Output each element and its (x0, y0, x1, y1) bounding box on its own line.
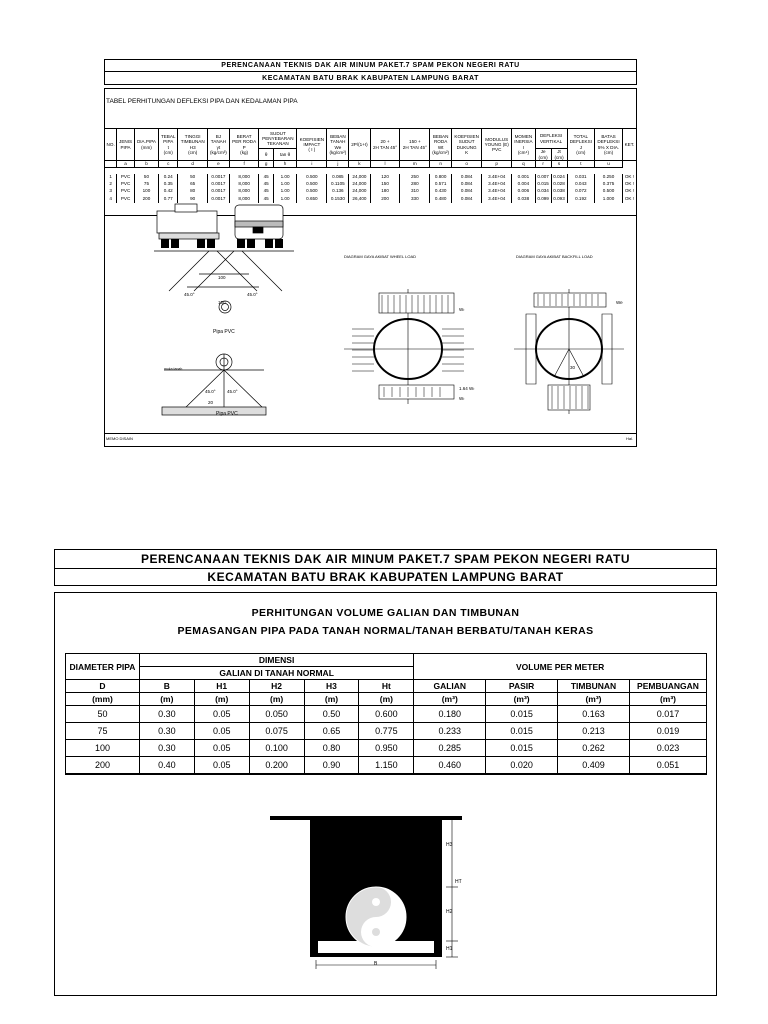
th-tinggi: TINGGI TIMBUNAN H3 (cm) (178, 129, 208, 161)
table-row: 75 0.30 0.05 0.075 0.65 0.775 0.233 0.015 0.213 0.019 (66, 723, 707, 740)
label-wt-bottom: Wₜ (459, 396, 465, 401)
col-h3: H3 (304, 680, 359, 693)
th-tan: tan θ (273, 149, 296, 161)
table-row: 1 PVC 50 0.24 50 0.0017 8,000 45 1.00 0.500 0.085 24,000 120 250 0.800 0.084 3.4E+04 0.001 0.007 0.024 0.031 0.250 OK ! (105, 174, 637, 181)
trench-cross-section (266, 811, 466, 971)
label-pipa-pvc-1: Pipa PVC (213, 329, 235, 335)
label-h1: H1 (446, 946, 453, 952)
letter: d (178, 161, 208, 168)
unit: (m) (249, 693, 304, 706)
unit: (m) (194, 693, 249, 706)
letter: i (297, 161, 327, 168)
table-row: 200 0.40 0.05 0.200 0.90 1.150 0.460 0.020 0.409 0.051 (66, 757, 707, 774)
page1-table-caption: TABEL PERHITUNGAN DEFLEKSI PIPA DAN KEDALAMAN PIPA (106, 98, 298, 105)
letter: u (595, 161, 623, 168)
letter: p (482, 161, 512, 168)
th-batas: BATAS DEFLEKSI 5% X DIA. (cm) (595, 129, 623, 161)
th-sudut: SUDUT PENYEBARAN TEKANAN (259, 129, 297, 149)
label-ht: HT (455, 879, 462, 885)
footer-hal: Hal. (626, 436, 634, 441)
th-diameter: DIAMETER PIPA (66, 654, 140, 680)
th-beban-tanah: BEBAN TANAH We (kg/cm²) (327, 129, 349, 161)
label-wt-top: Wₜ (459, 307, 465, 312)
letter: t (567, 161, 595, 168)
backfill-load-title: DIAGRAM GAYA AKIBAT BACKFILL LOAD (516, 254, 593, 259)
th-koef: KOEFISIEN IMPACT ( I ) (297, 129, 327, 161)
th-total: TOTAL DEFLEKSI J (cm) (567, 129, 595, 161)
th-bj: BJ TANAH γt (kg/cm³) (208, 129, 230, 161)
backfill-load-diagram (514, 289, 624, 414)
letter: g (259, 161, 273, 168)
label-150: 150 (218, 300, 226, 305)
th-defleksi: DEFLEKSI VERTIKAL (535, 129, 567, 149)
th-no: NO. (105, 129, 117, 161)
wheel-load-title: DIAGRAM GAYA AKIBAT WHEEL LOAD (344, 254, 417, 259)
label-30: 30 (570, 365, 576, 370)
th-volume: VOLUME PER METER (414, 654, 707, 680)
letter: m (400, 161, 430, 168)
truck-load-diagram (149, 199, 299, 329)
unit: (m) (304, 693, 359, 706)
wheel-load-diagram (344, 289, 474, 404)
th-beban-roda: BEBAN RODA Wt (kg/cm²) (430, 129, 452, 161)
page2-title-1: PERENCANAAN TEKNIS DAK AIR MINUM PAKET.7 SPAM PEKON NEGERI RATU (54, 549, 717, 569)
label-h3: H3 (446, 842, 453, 848)
unit: (m) (139, 693, 194, 706)
label-angle-right: 45.0° (247, 292, 258, 297)
label-164-wt: 1.64 Wₜ (459, 386, 475, 391)
table-row: 100 0.30 0.05 0.100 0.80 0.950 0.285 0.015 0.262 0.023 (66, 740, 707, 757)
unit: (m) (359, 693, 414, 706)
th-ket: KET. (622, 129, 636, 161)
label-angle-low-right: 45.0° (227, 389, 238, 394)
page-2 (54, 549, 717, 996)
th-galian-normal: GALIAN DI TANAH NORMAL (139, 667, 413, 680)
label-muka-tanah: muka tanah (164, 367, 183, 371)
unit: (m³) (486, 693, 558, 706)
letter: f (229, 161, 259, 168)
th-berat: BERAT PER RODA P (kg) (229, 129, 259, 161)
footer-rule (104, 433, 637, 434)
unit: (m³) (414, 693, 486, 706)
col-h2: H2 (249, 680, 304, 693)
label-angle-left: 45.0° (184, 292, 195, 297)
unit: (m³) (629, 693, 706, 706)
col-ht: Ht (359, 680, 414, 693)
page1-title-2: KECAMATAN BATU BRAK KABUPATEN LAMPUNG BARAT (104, 71, 637, 85)
volume-table (65, 653, 707, 775)
table-row: 2 PVC 75 0.35 65 0.0017 8,000 45 1.00 0.500 0.1105 24,000 150 280 0.571 0.084 3.4E+04 0.004 0.015 0.028 0.043 0.375 OK ! (105, 181, 637, 188)
col-d: D (66, 680, 140, 693)
col-timbunan: TIMBUNAN (558, 680, 630, 693)
footer-memo: MEMO DISAIN (106, 436, 133, 441)
page-1 (104, 59, 637, 447)
label-angle-low-left: 45.0° (205, 389, 216, 394)
page2-subtitle-1: PERHITUNGAN VOLUME GALIAN DAN TIMBUNAN (251, 607, 520, 619)
label-100: 100 (218, 275, 226, 280)
label-pipa-pvc-2: Pipa PVC (216, 411, 238, 417)
label-20: 20 (208, 400, 214, 405)
letter: e (208, 161, 230, 168)
letter-row (105, 161, 637, 168)
th-150: 150 + 2H TAN 45° (400, 129, 430, 161)
letter: o (452, 161, 482, 168)
letter: k (349, 161, 370, 168)
th-je: Je (cm) (535, 149, 551, 161)
letter: b (134, 161, 158, 168)
label-we: We (616, 300, 623, 305)
th-2p: 2P/(1+I) (349, 129, 370, 161)
th-tebal: TEBAL PIPA t (cm) (159, 129, 178, 161)
table-row: 3 PVC 100 0.42 80 0.0017 8,000 45 1.00 0.500 0.136 24,000 180 310 0.430 0.084 3.4E+04 0.006 0.034 0.038 0.072 0.500 OK ! (105, 188, 637, 195)
letter: h (273, 161, 296, 168)
letter: r (535, 161, 551, 168)
th-jt: Jt (cm) (551, 149, 567, 161)
letter: l (370, 161, 400, 168)
letter: j (327, 161, 349, 168)
label-b: B (374, 961, 378, 967)
col-h1: H1 (194, 680, 249, 693)
th-koef-sudut: KOEFISIEN SUDUT DUKUNG K (452, 129, 482, 161)
col-pasir: PASIR (486, 680, 558, 693)
th-momen: MOMEN INERSIA I (cm⁴) (512, 129, 535, 161)
table-row: 50 0.30 0.05 0.050 0.50 0.600 0.180 0.015 0.163 0.017 (66, 706, 707, 723)
letter: a (117, 161, 135, 168)
th-modulus: MODULUS YOUNG (E) PVC (482, 129, 512, 161)
th-dimensi: DIMENSI (139, 654, 413, 667)
page1-title-1: PERENCANAAN TEKNIS DAK AIR MINUM PAKET.7 SPAM PEKON NEGERI RATU (104, 59, 637, 72)
page2-title-2: KECAMATAN BATU BRAK KABUPATEN LAMPUNG BARAT (54, 568, 717, 586)
letter: n (430, 161, 452, 168)
col-pembuangan: PEMBUANGAN (629, 680, 706, 693)
letter: c (159, 161, 178, 168)
pipe-trench-diagram (159, 349, 269, 419)
label-h2: H2 (446, 909, 453, 915)
col-b: B (139, 680, 194, 693)
letter: q (512, 161, 535, 168)
th-dia: DIA.PIPA (mm) (134, 129, 158, 161)
unit: (m³) (558, 693, 630, 706)
page2-subtitle-2: PEMASANGAN PIPA PADA TANAH NORMAL/TANAH BERBATU/TANAH KERAS (177, 625, 594, 637)
th-theta: θ (259, 149, 273, 161)
th-jenis: JENIS PIPA (117, 129, 135, 161)
col-galian: GALIAN (414, 680, 486, 693)
table-row: 4 PVC 200 0.77 90 0.0017 8,000 45 1.00 0.650 0.1530 26,400 200 330 0.480 0.084 3.4E+04 0.038 0.099 0.093 0.192 1.000 OK ! (105, 195, 637, 203)
th-20: 20 + 2H TAN 45° (370, 129, 400, 161)
letter: s (551, 161, 567, 168)
unit: (mm) (66, 693, 140, 706)
deflection-table (104, 128, 637, 203)
